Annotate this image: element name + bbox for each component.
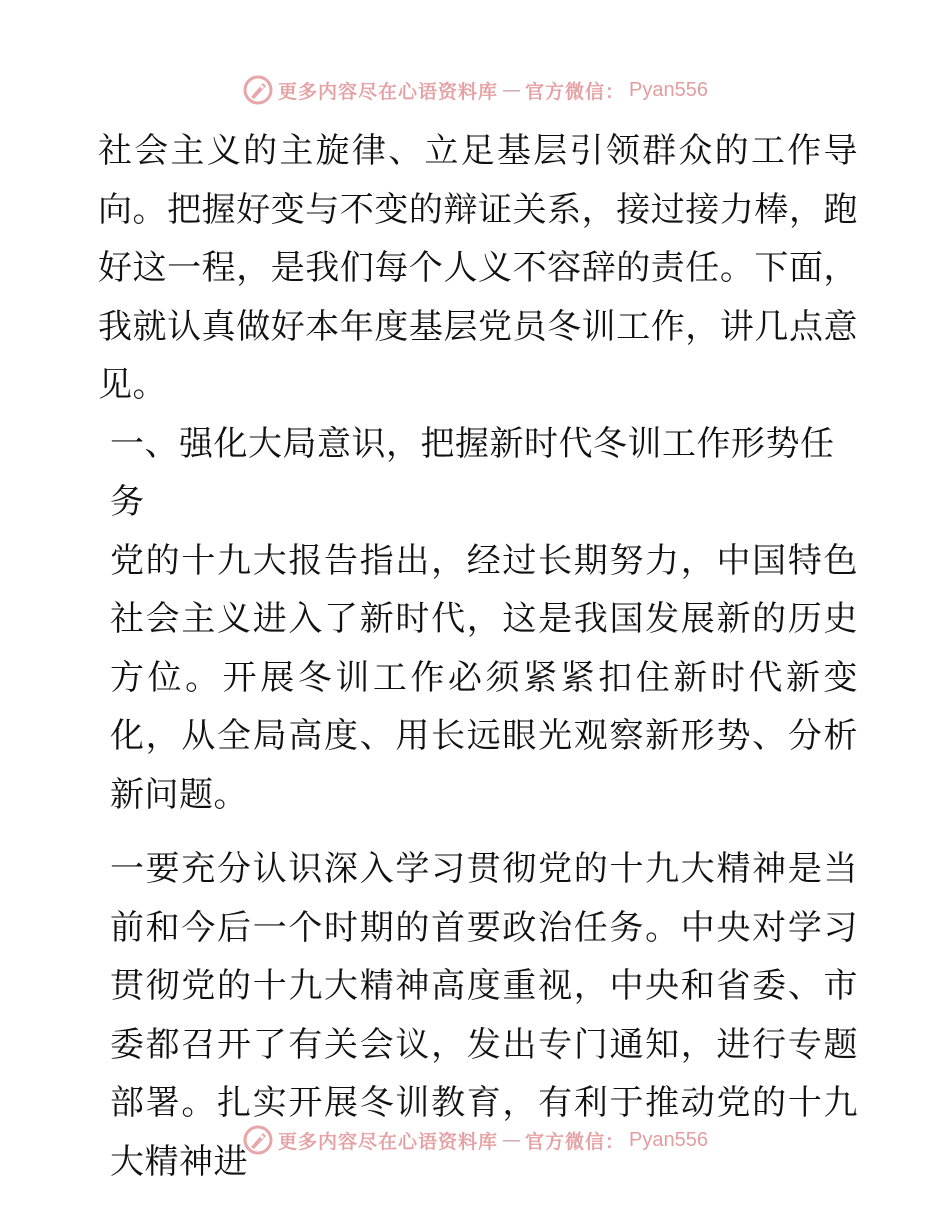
header-watermark-content [242,74,708,106]
pen-nib-logo-icon [242,74,274,106]
paragraph-first-point: 一要充分认识深入学习贯彻党的十九大精神是当前和今后一个时期的首要政治任务。中央对学习贯彻党的十九大精神高度重视，中央和省委、市委都召开了有关会议，发出专门通知，进行专题部署。扎实开展冬训教育，有利于推动党的十九大精神进 [110,849,858,1182]
header-watermark-text: 更多内容尽在心语资料库 [278,80,499,103]
header-watermark-wechat-label: 官方微信： [525,80,626,103]
pen-nib-logo-icon [242,1124,274,1156]
document-body [98,122,858,1191]
footer-watermark-content [242,1124,708,1156]
footer-watermark [0,1120,950,1160]
header-watermark-wechat-id: Pyan556 [629,78,708,101]
footer-watermark-separator: — [502,1129,522,1151]
footer-watermark-wechat-id: Pyan556 [629,1128,708,1151]
header-watermark [0,70,950,110]
section-heading: 一、强化大局意识，把握新时代冬训工作形势任务 [110,423,835,522]
paragraph-new-era: 党的十九大报告指出，经过长期努力，中国特色社会主义进入了新时代，这是我国发展新的历史方位。开展冬训工作必须紧紧扣住新时代新变化，从全局高度、用长远眼光观察新形势、分析新问题。 [110,540,858,815]
header-watermark-separator: — [502,79,522,101]
paragraph-continuation: 社会主义的主旋律、立足基层引领群众的工作导向。把握好变与不变的辩证关系，接过接力棒，跑好这一程，是我们每个人义不容辞的责任。下面，我就认真做好本年度基层党员冬训工作，讲几点意见。 [98,131,858,405]
footer-watermark-text: 更多内容尽在心语资料库 [278,1130,499,1153]
footer-watermark-wechat-label: 官方微信： [525,1130,626,1153]
